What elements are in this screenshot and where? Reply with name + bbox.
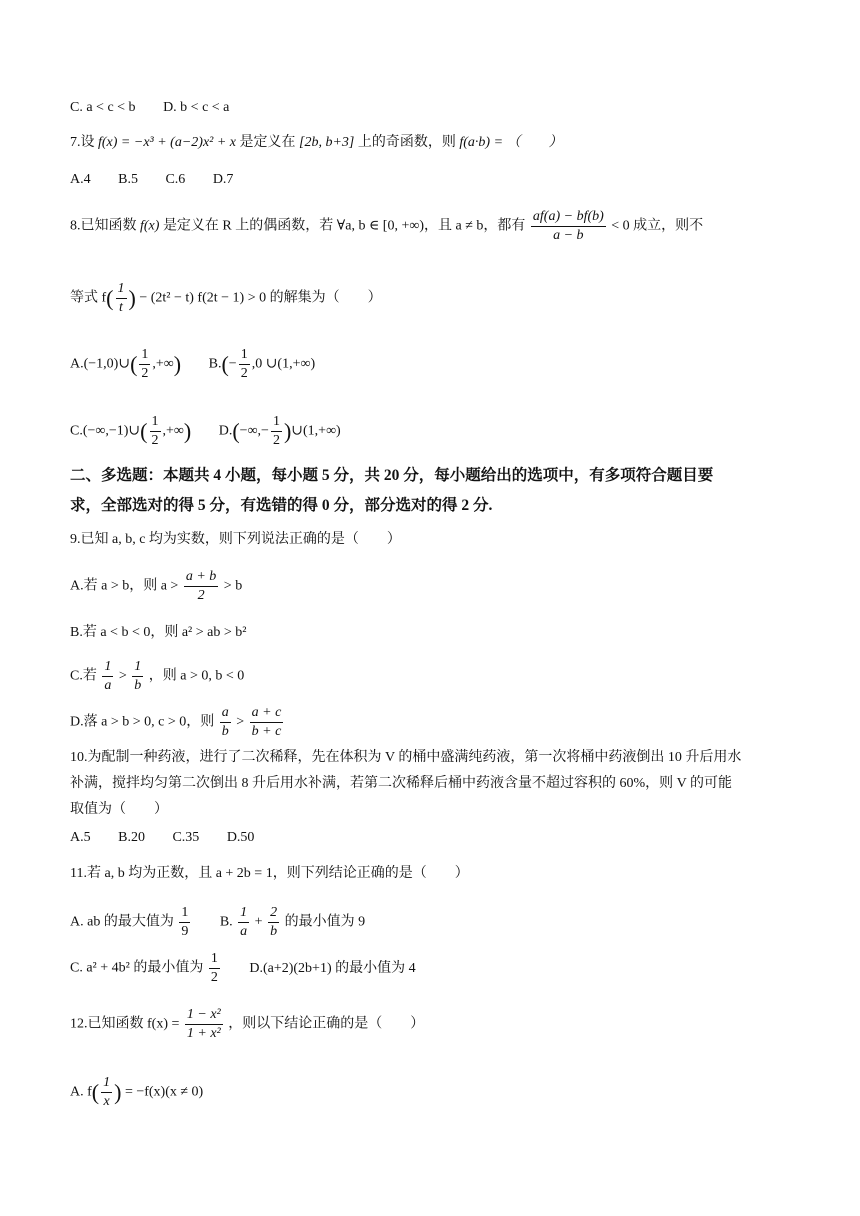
q12-option-a: A. f( $\frac{1}{x}$ ) = −f(x)(x ≠ 0) bbox=[70, 1075, 204, 1109]
q9-option-c-fraction2 bbox=[132, 658, 143, 695]
q6-option-d: D. b < c < a bbox=[163, 100, 230, 115]
q8-option-a-den: 2 bbox=[141, 366, 149, 381]
q7-function: f(x) = −x³ + (a−2)x² + x bbox=[98, 135, 237, 150]
q9-option-a-num: a + b bbox=[184, 568, 218, 587]
q11-option-a-den: 9 bbox=[181, 924, 189, 939]
q9-option-d-pre: D.落 a > b > 0, c > 0，则 bbox=[70, 714, 215, 730]
q11-option-b-fraction2 bbox=[268, 904, 279, 941]
q10-option-b: B.20 bbox=[118, 830, 145, 845]
q11-option-b-den1: a bbox=[240, 924, 248, 939]
q8-option-a-fraction bbox=[139, 346, 150, 383]
q9-option-c-post: ，则 a > 0, b < 0 bbox=[148, 668, 245, 684]
q11-option-a-fraction bbox=[179, 904, 190, 941]
q9-option-c bbox=[70, 658, 244, 695]
q11-option-c-fraction bbox=[209, 950, 220, 987]
q7-prefix: 7.设 bbox=[70, 135, 95, 150]
q11-option-c-pre: C. a² + 4b² 的最小值为 bbox=[70, 960, 204, 976]
q8-option-b: B.(− $\frac{1}{2}$ ,0 ∪(1,+∞) bbox=[208, 347, 316, 381]
section-2-heading-line1: 二、多选题：本题共 4 小题，每小题 5 分，共 20 分，每小题给出的选项中，有多项符合题目要 bbox=[70, 467, 714, 484]
q9-option-c-num1: 1 bbox=[102, 658, 113, 677]
q9-option-d-gt: > bbox=[236, 714, 245, 730]
q10-option-c: C.35 bbox=[172, 830, 200, 845]
q7-option-d: D.7 bbox=[212, 172, 234, 187]
q9-option-a-fraction bbox=[184, 568, 218, 605]
q11-option-b-den2: b bbox=[270, 924, 278, 939]
q8-option-c-pre: C.(−∞,−1)∪ bbox=[70, 423, 141, 439]
q8-option-b-num: 1 bbox=[239, 346, 250, 365]
question-8-line1 bbox=[70, 208, 703, 245]
q11-option-c bbox=[70, 950, 222, 987]
q8-ineq-prefix: 等式 f bbox=[70, 290, 107, 306]
q8-options-cd bbox=[70, 413, 365, 450]
q9-option-c-gt: > bbox=[118, 668, 127, 684]
q9-option-a-den: 2 bbox=[197, 588, 205, 603]
q10-line1: 10.为配制一种药液，进行了二次稀释，先在体积为 V 的桶中盛满纯药液，第一次将桶中药液倒出 10 升后用水 bbox=[70, 750, 742, 765]
q8-option-d-num: 1 bbox=[271, 413, 282, 432]
q9-option-c-pre: C.若 bbox=[70, 668, 97, 684]
q8-option-d-pre: D. bbox=[218, 423, 233, 439]
q9-option-d-den2: b + c bbox=[251, 724, 282, 739]
q10-line3: 取值为（ ） bbox=[70, 802, 168, 817]
q8-option-c-post: ,+∞ bbox=[162, 423, 184, 439]
q9-option-d bbox=[70, 704, 285, 741]
q6-options bbox=[70, 98, 253, 118]
q12-fraction-num: 1 − x² bbox=[185, 1006, 223, 1025]
q11-option-b bbox=[220, 904, 365, 941]
q8-ineq-fraction bbox=[116, 280, 127, 317]
q12-fraction-den: 1 + x² bbox=[186, 1026, 221, 1041]
q8-ineq-frac-num: 1 bbox=[116, 280, 127, 299]
q11-option-d: D.(a+2)(2b+1) 的最小值为 4 bbox=[249, 960, 416, 976]
q8-option-b-den: 2 bbox=[240, 366, 248, 381]
q12-option-a-den: x bbox=[103, 1094, 110, 1109]
q8-option-c-fraction bbox=[150, 413, 161, 450]
q7-option-b: B.5 bbox=[118, 172, 138, 187]
q8-option-a-post: ,+∞ bbox=[152, 356, 174, 372]
q9-stem: 9.已知 a, b, c 均为实数，则下列说法正确的是（ ） bbox=[70, 532, 401, 547]
q7-suffix: 上的奇函数，则 bbox=[357, 135, 456, 150]
q9-option-a-post: > b bbox=[223, 578, 243, 594]
q12-stem bbox=[70, 1006, 424, 1043]
q12-option-a-fraction bbox=[101, 1074, 112, 1111]
q8-fraction-denominator: a − b bbox=[553, 228, 584, 243]
q11-option-b-num1: 1 bbox=[238, 904, 249, 923]
q8-option-c-num: 1 bbox=[150, 413, 161, 432]
q8-option-a-pre: A.(−1,0)∪ bbox=[70, 356, 131, 372]
q7-option-a: A.4 bbox=[70, 172, 91, 187]
q8-option-b-post: ,0 ∪(1,+∞) bbox=[251, 356, 316, 372]
q8-option-d-mid: −∞,− bbox=[239, 423, 269, 439]
q8-options-ab bbox=[70, 346, 339, 383]
q8-option-c: C.(−∞,−1)∪( $\frac{1}{2}$ ,+∞) bbox=[70, 414, 192, 448]
q8-func: f(x) bbox=[140, 218, 160, 234]
q8-option-d-post: ∪(1,+∞) bbox=[291, 423, 341, 439]
q9-option-c-den1: a bbox=[104, 678, 112, 693]
q9-option-a bbox=[70, 568, 242, 605]
q12-pre: 12.已知函数 f(x) = bbox=[70, 1016, 180, 1032]
q10-options bbox=[70, 828, 278, 848]
q8-fraction-numerator: af(a) − bf(b) bbox=[531, 208, 606, 227]
q8-prefix: 8.已知函数 bbox=[70, 218, 137, 234]
q9-option-b: B.若 a < b < 0，则 a² > ab > b² bbox=[70, 625, 247, 640]
q9-option-d-den1: b bbox=[221, 724, 229, 739]
q7-ask: f(a·b) = （ ） bbox=[459, 135, 563, 150]
q9-option-a-pre: A.若 a > b，则 a > bbox=[70, 578, 179, 594]
q12-fraction bbox=[185, 1006, 223, 1043]
q8-fraction bbox=[531, 208, 606, 245]
q8-option-c-den: 2 bbox=[151, 433, 159, 448]
q8-option-d-den: 2 bbox=[272, 433, 280, 448]
q6-option-c: C. a < c < b bbox=[70, 100, 136, 115]
q8-ineq-frac-den: t bbox=[119, 300, 123, 315]
q7-interval: [2b, b+3] bbox=[299, 135, 355, 150]
q8-option-b-minus: − bbox=[228, 356, 237, 372]
q8-option-a: A.(−1,0)∪( $\frac{1}{2}$ ,+∞) bbox=[70, 347, 182, 381]
q11-option-b-fraction1 bbox=[238, 904, 249, 941]
q11-option-b-post: 的最小值为 9 bbox=[284, 914, 366, 930]
q11-option-b-pre: B. bbox=[219, 914, 233, 930]
q8-ineq-rest: − (2t² − t) f(2t − 1) > 0 的解集为（ ） bbox=[139, 290, 382, 306]
q12-option-a-post: = −f(x)(x ≠ 0) bbox=[124, 1084, 204, 1100]
q11-options-ab bbox=[70, 904, 389, 941]
q11-option-a-pre: A. ab 的最大值为 bbox=[70, 914, 174, 930]
q11-option-a bbox=[70, 904, 192, 941]
q7-mid: 是定义在 bbox=[239, 135, 296, 150]
q9-option-c-num2: 1 bbox=[132, 658, 143, 677]
q9-option-d-num1: a bbox=[220, 704, 231, 723]
q9-option-d-num2: a + c bbox=[250, 704, 284, 723]
q11-option-c-den: 2 bbox=[210, 970, 218, 985]
q8-option-d-fraction bbox=[271, 413, 282, 450]
q9-option-d-fraction1 bbox=[220, 704, 231, 741]
q8-text2: < 0 成立，则不 bbox=[611, 218, 704, 234]
q11-option-c-num: 1 bbox=[209, 950, 220, 969]
q12-option-a-pre: A. f bbox=[70, 1084, 92, 1100]
question-7 bbox=[70, 133, 563, 153]
q9-option-d-fraction2 bbox=[250, 704, 284, 741]
q9-option-c-den2: b bbox=[134, 678, 142, 693]
q7-option-c: C.6 bbox=[165, 172, 186, 187]
section-2-heading-line2: 求，全部选对的得 5 分，有选错的得 0 分，部分选对的得 2 分. bbox=[70, 497, 493, 514]
q11-option-b-num2: 2 bbox=[268, 904, 279, 923]
q9-option-c-fraction1 bbox=[102, 658, 113, 695]
q8-text1: 是定义在 R 上的偶函数，若 ∀a, b ∈ [0, +∞)，且 a ≠ b，都有 bbox=[162, 218, 526, 234]
q12-option-a-num: 1 bbox=[101, 1074, 112, 1093]
q8-option-d: D.(−∞,− $\frac{1}{2}$ )∪(1,+∞) bbox=[218, 414, 341, 448]
q11-option-a-num: 1 bbox=[179, 904, 190, 923]
q8-option-a-num: 1 bbox=[139, 346, 150, 365]
question-8-line2: 等式 f( $\frac{1}{t}$ ) − (2t² − t) f(2t − 1) > 0 的解集为（ ） bbox=[70, 281, 382, 315]
q10-option-a: A.5 bbox=[70, 830, 91, 845]
q8-option-b-fraction bbox=[239, 346, 250, 383]
q10-line2: 补满，搅拌均匀第二次倒出 8 升后用水补满，若第二次稀释后桶中药液含量不超过容积的 60%，则 V 的可能 bbox=[70, 776, 733, 791]
q8-option-b-pre: B. bbox=[208, 356, 222, 372]
q11-option-b-plus: + bbox=[254, 914, 263, 930]
q7-options bbox=[70, 170, 257, 190]
q11-stem: 11.若 a, b 均为正数，且 a + 2b = 1，则下列结论正确的是（ ） bbox=[70, 866, 469, 881]
q12-post: ，则以下结论正确的是（ ） bbox=[228, 1016, 425, 1032]
q11-options-cd bbox=[70, 950, 440, 987]
q10-option-d: D.50 bbox=[226, 830, 255, 845]
